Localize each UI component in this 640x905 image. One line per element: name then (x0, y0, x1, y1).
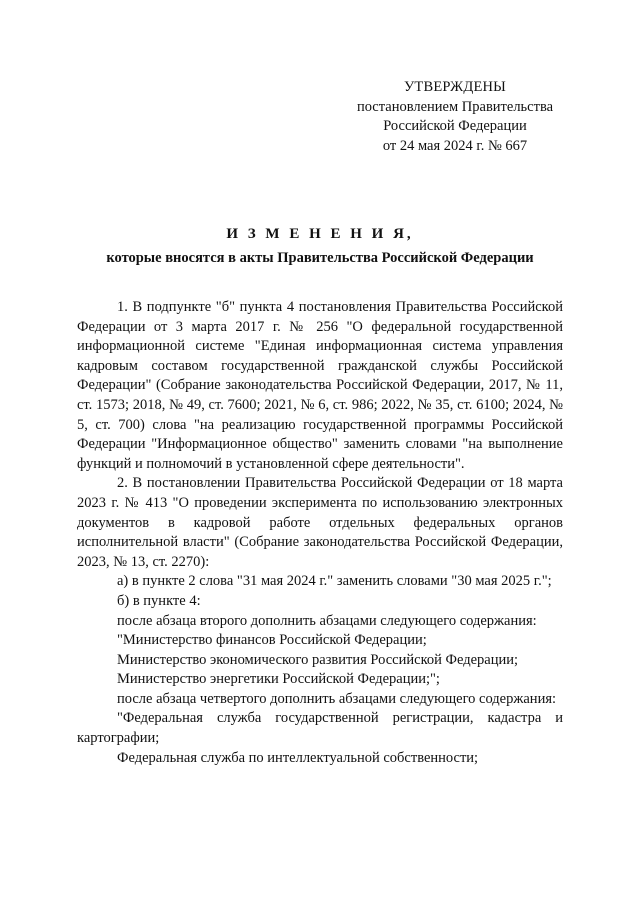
paragraph-2b-7: Федеральная служба по интеллектуальной собственности; (117, 749, 479, 766)
document-subtitle: которые вносятся в акты Правительства Российской Федерации (106, 250, 534, 266)
approval-line-2: Российской Федерации (383, 118, 527, 134)
approval-line-1: постановлением Правительства (356, 98, 554, 115)
approval-block (340, 78, 570, 156)
paragraph-2: 2. В постановлении Правительства Российской Федерации от 18 марта 2023 г. № 413 "О проведении эксперимента по использованию электронных документов в кадровой работе отдельных федеральных органов исполнительной власти" (Собрание законодательства Российской Федерации, 2023, № 13, ст. 2270): (77, 475, 563, 570)
paragraph-2a: а) в пункте 2 слова "31 мая 2024 г." заменить словами "30 мая 2025 г."; (117, 573, 552, 590)
document-body (77, 298, 563, 768)
approval-line-3: от 24 мая 2024 г. № 667 (382, 137, 528, 154)
paragraph-2b-3: Министерство экономического развития Российской Федерации; (117, 651, 519, 668)
approval-title: УТВЕРЖДЕНЫ (403, 79, 507, 95)
paragraph-1: 1. В подпункте "б" пункта 4 постановления Правительства Российской Федерации от 3 марта 2017 г. № 256 "О федеральной государственной информационной системе "Единая информационная система управления кадровым составом государственной гражданской службы Российской Федерации" (Собрание законодательства Российской Федерации, 2017, № 11, ст. 1573; 2018, № 49, ст. 7600; 2021, № 6, ст. 986; 2022, № 35, ст. 6100; 2024, № 5, ст. 700) слова "на реализацию государственной программы Российской Федерации "Информационное общество" заменить словами "на выполнение функций и полномочий в установленной сфере деятельности". (77, 299, 563, 472)
paragraph-2b-4: Министерство энергетики Российской Федерации;"; (117, 671, 440, 688)
paragraph-2b: б) в пункте 4: (117, 592, 201, 609)
paragraph-2b-1: после абзаца второго дополнить абзацами следующего содержания: (117, 612, 537, 629)
paragraph-2b-2: "Министерство финансов Российской Федерации; (117, 632, 427, 649)
paragraph-2b-6: "Федеральная служба государственной регистрации, кадастра и картографии; (77, 710, 563, 747)
paragraph-2b-5: после абзаца четвертого дополнить абзацами следующего содержания: (117, 690, 557, 707)
document-title: И З М Е Н Е Н И Я, (226, 226, 414, 242)
